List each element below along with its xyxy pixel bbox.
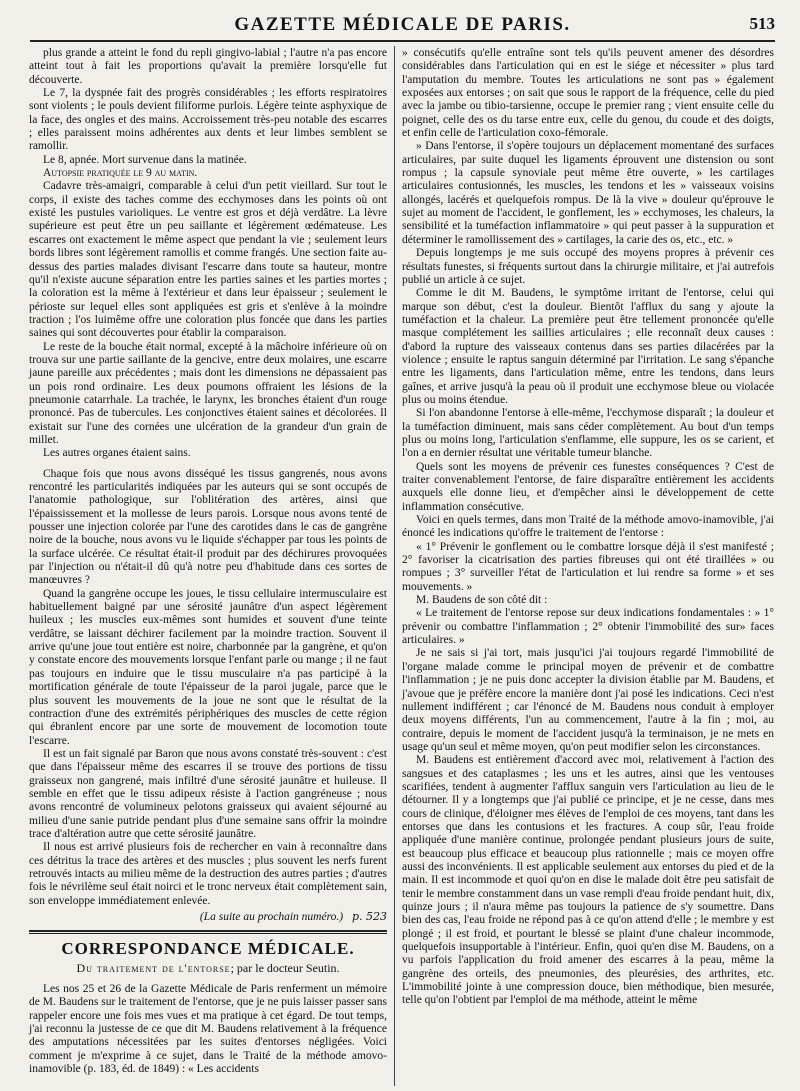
paragraph: Chaque fois que nous avons disséqué les tissus gangrenés, nous avons rencontré les particularités indiquées par les auteurs qui se sont occupés de l'anatomie pathologique, sur l'oblitération des artères, ainsi que l'épaississement et la mollesse de leurs parois. Lorsque nous avons tenté de pousser une injection colorée par l'une des carotides dans le cas de gangrène noire de la bouche, nous avons vu le liquide s'échapper par tous les points de la surface ulcérée. Ce résultat était-il produit par des déchirures provoquées par l'injection ou n'était-il dû qu'à notre peu d'habitude dans ces sortes de manœuvres ? — [29, 467, 387, 587]
paragraph: plus grande a atteint le fond du repli gingivo-labial ; l'autre n'a pas encore atteint tout à fait les proportions qu'avait la première lorsqu'elle fut découverte. — [29, 47, 387, 86]
right-column — [402, 47, 774, 1008]
quote: « 1° Prévenir le gonflement ou le combattre lorsque déjà il s'est manifesté ; 2° favoriser la cicatrisation des parties fibreuses qui ont été tiraillées » ou rompues ; 3° surveiller l'état de l'articulation et lui rendre sa forme » et ses mouvements. » — [402, 540, 774, 593]
handwritten-note: p. 523 — [351, 910, 387, 923]
paragraph: Comme le dit M. Baudens, le symptôme irritant de l'entorse, celui qui marque son début, c'est la douleur. Bientôt l'afflux du sang y ajoute la tuméfaction et la chaleur. La première peut être tellement prononcée qu'elle masque complétement les saillies articulaires ; elle reconnaît deux causes : d'abord la rupture des vaisseaux contenus dans ses parties dilacérées par la violence ; ensuite le raptus sanguin déterminé par l'irritation. Le sang s'épanche entre les ligaments, dans l'articulation même, entre les tendons, dans leurs gaînes, et arrive jusqu'à la peau où il produit une ecchymose bleue ou violacée plus ou moins étendue. — [402, 287, 774, 406]
left-column — [29, 47, 387, 1076]
paragraph: » consécutifs qu'elle entraîne sont tels qu'ils peuvent amener des désordres considérables dans l'articulation qui en est le siége et nécessiter » plus tard l'amputation du membre. Toutes les articulations ne sont pas » également exposées aux entorses ; on sait que sous le rapport de la fréquence, celle du pied avec la jambe ou tibio-tarsienne, occupe le premier rang ; vient ensuite celle du poignet, celle des os du tarse entre eux, celle du genou, du coude et des doigts, et enfin celle de l'articulation coxo-fémorale. — [402, 47, 774, 140]
article-title — [29, 962, 387, 975]
paragraph: Je ne sais si j'ai tort, mais jusqu'ici j'ai toujours regardé l'immobilité de l'organe malade comme le principal moyen de prévenir et de combattre l'inflammation ; je ne puis donc accepter la division établie par M. Baudens, et j'avoue que je préfère encore la manière dont j'ai posé les indications. Ceci n'est nullement indifférent ; car l'énoncé de M. Baudens nous conduit à employer deux moyens différents, l'un au commencement, l'autre à la fin ; moi, au contraire, depuis le moment de l'accident jusqu'à la terminaison, je ne mets en usage qu'un seul et même moyen, qu'on peut modifier selon les circonstances. — [402, 647, 774, 753]
paragraph: M. Baudens est entièrement d'accord avec moi, relativement à l'action des sangsues et des cataplasmes ; les uns et les autres, ainsi que les ventouses scarifiées, tendent à augmenter l'afflux sanguin vers l'articulation au lieu de le détourner. Il y a longtemps que j'ai publié ce principe, et je ne cesse, dans mes cours de clinique, d'éloigner mes élèves de l'emploi de ces moyens, tant dans les entorses que dans les contusions et les fractures. A coup sûr, l'eau froide appliquée d'une manière continue, prolongée pendant plusieurs jours de suite, est beaucoup plus efficace et beaucoup plus rationnelle ; mais ce moyen offre aussi des inconvénients. Il est applicable seulement aux entorses du pied et de la main. Il est incommode et quoi qu'on en dise le malade doit être peu satisfait de tenir le membre constamment dans un vase rempli d'eau froide pendant huit, dix, quinze jours ; il n'aura même pas toujours la patience de s'y soumettre. Dans bien des cas, l'eau froide ne répond pas à ce qu'on attend d'elle ; le membre y est plongé ; il est froid, et pourtant le blessé se plaint d'une chaleur incommode, quelquefois insupportable à l'intérieur. Enfin, quoi qu'en dise M. Baudens, on a vu parfois l'application du froid amener des escarres à la peau, même la gangrène des orteils, des pneumonies, des pleurésies, des arthrites, etc. L'immobilité jointe à une compression douce, bien méthodique, bien mesurée, telle qu'on l'obtient par l'emploi de ma méthode, atteint le même — [402, 754, 774, 1007]
page-number: 513 — [749, 14, 775, 33]
column-divider — [394, 46, 395, 1086]
paragraph: Quels sont les moyens de prévenir ces funestes conséquences ? C'est de traiter convenablement l'entorse, de faire disparaître entièrement les accidents auxquels elle donne lieu, et d'empêcher ainsi le développement de cette inflammation consécutive. — [402, 460, 774, 513]
header-rule — [30, 40, 775, 42]
continuation-note — [29, 910, 387, 924]
paragraph: Les nos 25 et 26 de la Gazette Médicale de Paris renferment un mémoire de M. Baudens sur le traitement de l'entorse, que je ne puis laisser passer sans rappeler encore une fois mes vues et ma pratique à cet égard. De tout temps, j'ai reconnu la justesse de ce que dit M. Baudens relativement à la fréquence des amputations nécessitées par les suites d'entorses négligées. Voici comment je m'exprime à ce sujet, dans le Traité de la méthode amovo-inamovible (p. 183, éd. de 1849) : « Les accidents — [29, 983, 387, 1076]
article-title-prefix: Du traitement de l'entorse — [76, 960, 231, 975]
paragraph: Il nous est arrivé plusieurs fois de rechercher en vain à reconnaître dans ces détritus la trace des artères et des muscles ; plus souvent les nerfs furent retrouvés intacts au milieu même de la destruction des autres parties ; d'autres fois le névrilème seul était noirci et le tronc nerveux était complètement sain, son enveloppe immédiatement enlevée. — [29, 841, 387, 907]
page-header — [30, 10, 775, 38]
journal-title: GAZETTE MÉDICALE DE PARIS. — [234, 14, 571, 35]
autopsy-heading: Autopsie pratiquée le 9 au matin. — [43, 167, 198, 180]
section-title: CORRESPONDANCE MÉDICALE. — [61, 939, 355, 959]
paragraph: Le 8, apnée. Mort survenue dans la matinée. — [43, 153, 247, 166]
paragraph: Si l'on abandonne l'entorse à elle-même, l'ecchymose disparaît ; la douleur et la tuméfaction diminuent, mais sans céder complètement. Au bout d'un temps plus ou moins long, l'articulation s'enflamme, elle suppure, les os se carient, et l'on a en dernier résultat une véritable tumeur blanche. — [402, 407, 774, 460]
section-rule-thin — [29, 933, 387, 934]
continuation-text: (La suite au prochain numéro.) — [199, 911, 344, 923]
paragraph: Le 7, la dyspnée fait des progrès considérables ; les efforts respiratoires sont violents ; le pouls devient filiforme purlois. Légère teinte asphyxique de la face, des ongles et des mains. Accroissement très-peu notable des escarres ; elles paraissent moins adhérentes aux dents et leur limbes semblent se ramollir. — [29, 87, 387, 153]
article-author: ; par le docteur Seutin. — [230, 960, 340, 975]
quote: « Le traitement de l'entorse repose sur deux indications fondamentales : » 1° prévenir ou combattre l'inflammation ; 2° obtenir l'immobilité des sur» faces articulaires. » — [402, 607, 774, 647]
paragraph: » Dans l'entorse, il s'opère toujours un déplacement momentané des surfaces articulaires, par suite duquel les ligaments éprouvent une distension ou sont rompus ; la capsule synoviale peut même être ouverte, » les cartilages articulaires contusionnés, les muscles, les tendons et les » vaisseaux voisins allongés, lacérés et quelquefois rompus. De là la vive » douleur qu'éprouve le sujet au moment de l'accident, le gonflement, les » ecchymoses, les chaleurs, la sensibilité et la tuméfaction inflammatoire » qui peut passer à la suppuration et déterminer le ramollissement des » cartilages, la carie des os, etc., etc. » — [402, 140, 774, 246]
paragraph: Depuis longtemps je me suis occupé des moyens propres à prévenir ces résultats funestes, si fréquents surtout dans la chirurgie militaire, et j'ai autrefois publié un article à ce sujet. — [402, 247, 774, 286]
paragraph: Le reste de la bouche était normal, excepté à la mâchoire inférieure où on trouva sur une partie saillante de la gencive, entre deux molaires, une escarre jaune pareille aux précédentes ; mais dont les dimensions ne dépassaient pas un pois rond ordinaire. Les deux poumons offraient les lésions de la pneumonie catarrhale. La trachée, le larynx, les bronches étaient d'un rouge prononcé. Pas de tubercules. Les conjonctives étaient saines et décolorées. Il existait sur l'une des cornées une ulcération de la grandeur d'un grain de millet. — [29, 340, 387, 446]
section-rule — [29, 930, 387, 932]
paragraph: Les autres organes étaient sains. — [43, 447, 191, 460]
paragraph: Voici en quels termes, dans mon Traité de la méthode amovo-inamovible, j'ai énoncé les indications qu'offre le traitement de l'entorse : — [402, 514, 774, 540]
paragraph: Il est un fait signalé par Baron que nous avons constaté très-souvent : c'est que dans l'épaisseur même des escarres il se trouve des portions de tissu graisseux non gangrené, mais infiltré d'une sérosité jaunâtre et huileuse. Il semble en effet que le tissu adipeux résiste à l'action gangréneuse ; nous avons rencontré de volumineux pelotons graisseux qui avaient séjourné au milieu d'une sanie putride pendant plus d'une semaine sans offrir la moindre trace d'altération autre que cette sérosité jaunâtre. — [29, 747, 387, 840]
paragraph: Quand la gangrène occupe les joues, le tissu cellulaire intermusculaire est habituellement baigné par une sérosité jaunâtre d'un aspect légèrement huileux ; les muscles eux-mêmes sont humides et souvent d'une teinte verdâtre, se laissant déchirer facilement par la moindre traction. Souvent il arrive qu'une joue tout entière est noire, charbonnée par la gangrène, et qu'on y constate encore des mouvements lorsque l'enfant parle ou mange ; il ne faut pas toujours en induire que le tissu musculaire n'a pas participé à la mortification générale de toute l'épaisseur de la paroi jugale, parce que le plus souvent les mouvements de la joue ne sont que le résultat de la contraction d'une des extrémités périphériques des muscles de cette région qui ébranlent encore par une sorte de mouvement de locomotion toute l'escarre. — [29, 587, 387, 747]
paragraph: M. Baudens de son côté dit : — [416, 594, 548, 607]
paragraph: Cadavre très-amaigri, comparable à celui d'un petit vieillard. Sur tout le corps, il existe des taches comme des ecchymoses dans les points où ont existé les pustules varioliques. Le ventre est gros et déjà verdâtre. La lèvre supérieure est peut être un peu saillante et légèrement œdémateuse. Les escarres ont exactement le même aspect que pendant la vie ; seulement leurs bords libres sont légèrement ramollis et comme frangés. Une section faite au-dessus des parties malades divisant l'escarre dans toute sa hauteur, montre qu'il n'existe aucune séparation entre les parties saines et les parties mortes ; la coloration est la même à l'extérieur et dans leur épaisseur ; seulement le périoste sur lequel elles sont appliquées est gris et s'enlève à la moindre traction ; l'os luimême offre une coloration plus foncée que dans les parties saines qui sont découvertes pour établir la comparaison. — [29, 180, 387, 340]
